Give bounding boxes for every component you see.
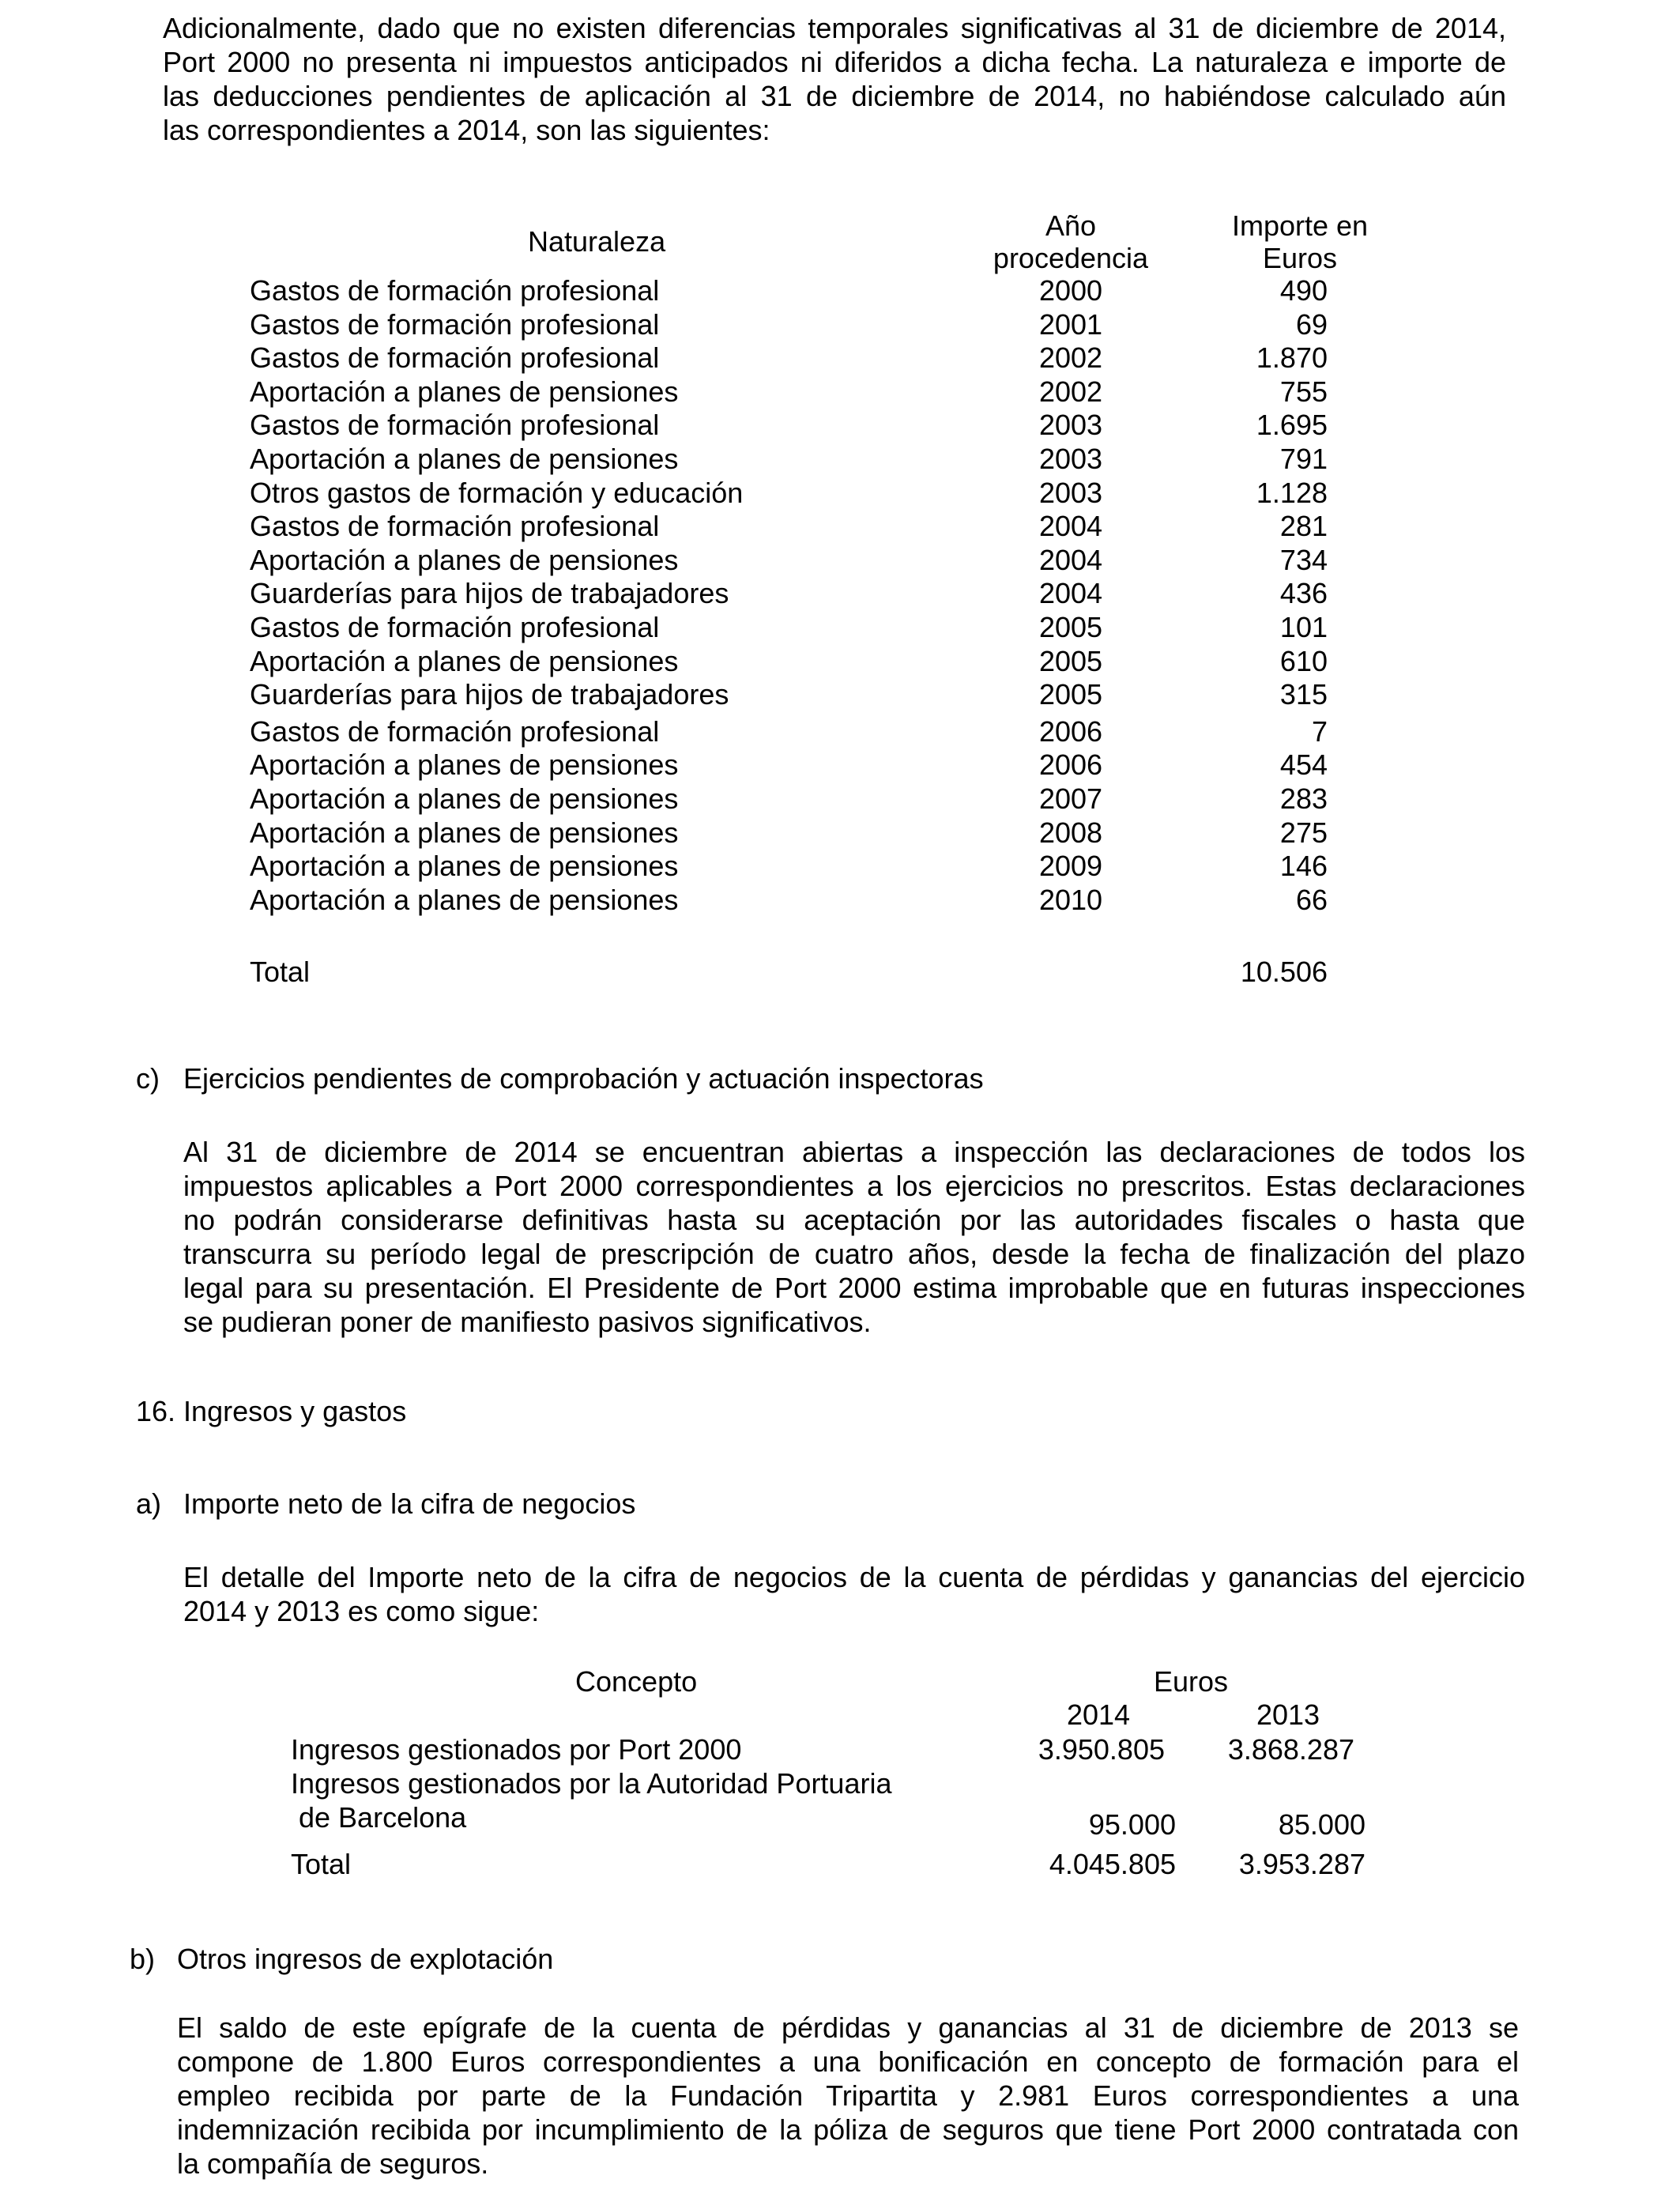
row-importe: 66 xyxy=(1295,883,1328,916)
col-header-2013: 2013 xyxy=(1256,1698,1320,1731)
table-row xyxy=(0,714,1680,748)
section-b-marker: b) xyxy=(130,1943,156,1975)
row-importe: 275 xyxy=(1279,816,1328,849)
row-importe: 436 xyxy=(1279,577,1328,610)
section-a-line: El detalle del Importe neto de la cifra de negocios de la cuenta de pérdidas y ganancias del ejercicio xyxy=(183,1561,1525,1593)
row-importe: 610 xyxy=(1279,644,1328,677)
col-header-2014: 2014 xyxy=(1066,1698,1131,1731)
section-a-line: 2014 y 2013 es como sigue: xyxy=(183,1595,540,1627)
section-c-heading: Ejercicios pendientes de comprobación y actuación inspectoras xyxy=(183,1062,984,1095)
section-c-line: Al 31 de diciembre de 2014 se encuentran abiertas a inspección las declaraciones de todos los xyxy=(183,1136,1525,1168)
table-row xyxy=(0,610,1680,644)
table-row xyxy=(0,408,1680,442)
intro-paragraph xyxy=(163,11,1506,147)
row-anio: 2010 xyxy=(1038,883,1103,916)
table-row xyxy=(0,677,1680,711)
row-anio: 2009 xyxy=(1038,850,1103,883)
section-b-line: empleo recibida por parte de la Fundación Tripartita y 2.981 Euros correspondientes a una xyxy=(177,2079,1519,2112)
row-importe: 1.128 xyxy=(1256,476,1328,509)
row-anio: 2006 xyxy=(1038,714,1103,748)
table-row xyxy=(0,782,1680,816)
row-anio: 2007 xyxy=(1038,782,1103,815)
table-row xyxy=(0,816,1680,850)
section-b-line: indemnización recibida por incumplimiento de la póliza de seguros que tiene Port 2000 contratada con xyxy=(177,2113,1519,2146)
row-naturaleza: Aportación a planes de pensiones xyxy=(250,443,679,475)
intro-line: las correspondientes a 2014, son las siguientes: xyxy=(163,114,770,146)
total-value-2013: 3.953.287 xyxy=(1238,1848,1365,1880)
row-naturaleza: Aportación a planes de pensiones xyxy=(250,782,679,815)
row-importe: 490 xyxy=(1279,274,1328,307)
row-anio: 2006 xyxy=(1038,748,1103,782)
table-row xyxy=(0,476,1680,510)
row-anio: 2001 xyxy=(1038,307,1103,341)
total-value-2014: 4.045.805 xyxy=(1049,1848,1176,1880)
table-row xyxy=(0,509,1680,543)
row-naturaleza: Aportación a planes de pensiones xyxy=(250,883,679,916)
table-row xyxy=(0,543,1680,577)
row-importe: 101 xyxy=(1279,611,1328,643)
col-header-anio: Año xyxy=(1045,209,1097,242)
row-anio: 2004 xyxy=(1038,543,1103,576)
section-a-heading: Importe neto de la cifra de negocios xyxy=(183,1487,636,1520)
intro-line: Port 2000 no presenta ni impuestos anticipados ni diferidos a dicha fecha. La naturaleza e importe de xyxy=(163,46,1506,78)
table-row xyxy=(0,273,1680,307)
table-row xyxy=(0,644,1680,678)
row-naturaleza: Aportación a planes de pensiones xyxy=(250,748,679,782)
row-importe: 755 xyxy=(1279,375,1328,408)
row-importe: 7 xyxy=(1311,714,1328,748)
table-row xyxy=(0,341,1680,375)
section-c-line: impuestos aplicables a Port 2000 correspondientes a los ejercicios no prescritos. Estas declaraciones xyxy=(183,1170,1525,1202)
row-importe: 454 xyxy=(1279,748,1328,782)
row-naturaleza: Aportación a planes de pensiones xyxy=(250,375,679,408)
row-naturaleza: Guarderías para hijos de trabajadores xyxy=(250,678,729,711)
row-anio: 2008 xyxy=(1038,816,1103,849)
col-header-concepto: Concepto xyxy=(575,1665,698,1698)
row-value-2014: 3.950.805 xyxy=(1038,1733,1165,1766)
row-anio: 2003 xyxy=(1038,409,1103,442)
col-header-importe: Importe en xyxy=(1231,209,1369,242)
total-label: Total xyxy=(291,1848,352,1880)
row-anio: 2002 xyxy=(1038,375,1103,408)
row-concepto: de Barcelona xyxy=(291,1801,467,1834)
row-naturaleza: Guarderías para hijos de trabajadores xyxy=(250,577,729,610)
row-anio: 2005 xyxy=(1038,678,1103,711)
row-value-2013: 3.868.287 xyxy=(1227,1733,1354,1766)
row-concepto: Ingresos gestionados por Port 2000 xyxy=(291,1733,742,1766)
row-anio: 2002 xyxy=(1038,341,1103,375)
section-16-heading: 16. Ingresos y gastos xyxy=(136,1395,407,1427)
table-row xyxy=(0,849,1680,883)
section-b-line: la compañía de seguros. xyxy=(177,2147,489,2180)
section-c-line: transcurra su período legal de prescripción de cuatro años, desde la fecha de finalización del plazo xyxy=(183,1238,1525,1270)
section-c-paragraph xyxy=(183,1135,1525,1339)
row-anio: 2005 xyxy=(1038,644,1103,677)
row-importe: 283 xyxy=(1279,782,1328,815)
row-anio: 2004 xyxy=(1038,510,1103,543)
row-value-2014: 95.000 xyxy=(1088,1808,1176,1841)
section-c-marker: c) xyxy=(136,1062,160,1095)
section-b-paragraph xyxy=(177,2011,1519,2181)
row-naturaleza: Gastos de formación profesional xyxy=(250,307,660,341)
row-importe: 1.870 xyxy=(1256,341,1328,375)
table-row xyxy=(0,307,1680,341)
row-naturaleza: Gastos de formación profesional xyxy=(250,409,660,442)
row-naturaleza: Gastos de formación profesional xyxy=(250,510,660,543)
table-row xyxy=(0,883,1680,917)
total-value: 10.506 xyxy=(1240,956,1328,988)
section-b-line: El saldo de este epígrafe de la cuenta de pérdidas y ganancias al 31 de diciembre de 2013 se xyxy=(177,2011,1519,2044)
row-naturaleza: Otros gastos de formación y educación xyxy=(250,476,744,509)
col-header-importe: Euros xyxy=(1262,242,1338,274)
table-row xyxy=(0,442,1680,476)
col-header-anio: procedencia xyxy=(993,242,1149,274)
row-naturaleza: Gastos de formación profesional xyxy=(250,714,660,748)
col-header-naturaleza: Naturaleza xyxy=(528,225,666,258)
row-importe: 281 xyxy=(1279,510,1328,543)
row-naturaleza: Aportación a planes de pensiones xyxy=(250,850,679,883)
row-concepto: Ingresos gestionados por la Autoridad Portuaria xyxy=(291,1767,892,1800)
row-anio: 2003 xyxy=(1038,476,1103,509)
section-b-heading: Otros ingresos de explotación xyxy=(177,1943,554,1975)
section-c-line: se pudieran poner de manifiesto pasivos significativos. xyxy=(183,1306,872,1338)
section-b-line: compone de 1.800 Euros correspondientes a una bonificación en concepto de formación para el xyxy=(177,2045,1519,2078)
row-naturaleza: Gastos de formación profesional xyxy=(250,274,660,307)
row-naturaleza: Aportación a planes de pensiones xyxy=(250,644,679,677)
row-naturaleza: Gastos de formación profesional xyxy=(250,341,660,375)
table-row xyxy=(0,748,1680,782)
total-label: Total xyxy=(250,956,311,988)
row-importe: 315 xyxy=(1279,678,1328,711)
row-anio: 2003 xyxy=(1038,443,1103,475)
row-value-2013: 85.000 xyxy=(1278,1808,1365,1841)
row-importe: 69 xyxy=(1295,307,1328,341)
intro-line: Adicionalmente, dado que no existen diferencias temporales significativas al 31 de diciembre de 2014, xyxy=(163,12,1506,44)
section-a-paragraph xyxy=(183,1560,1525,1628)
intro-line: las deducciones pendientes de aplicación al 31 de diciembre de 2014, no habiéndose calculado aún xyxy=(163,80,1506,112)
table-row xyxy=(0,375,1680,409)
row-importe: 1.695 xyxy=(1256,409,1328,442)
section-c-line: legal para su presentación. El Presidente de Port 2000 estima improbable que en futuras inspecciones xyxy=(183,1272,1525,1304)
row-importe: 791 xyxy=(1279,443,1328,475)
row-importe: 734 xyxy=(1279,543,1328,576)
row-anio: 2005 xyxy=(1038,611,1103,643)
row-naturaleza: Gastos de formación profesional xyxy=(250,611,660,643)
row-naturaleza: Aportación a planes de pensiones xyxy=(250,816,679,849)
row-anio: 2004 xyxy=(1038,577,1103,610)
table-row xyxy=(0,576,1680,610)
section-a-marker: a) xyxy=(136,1487,162,1520)
section-c-line: no podrán considerarse definitivas hasta su aceptación por las autoridades fiscales o hasta que xyxy=(183,1204,1525,1236)
row-naturaleza: Aportación a planes de pensiones xyxy=(250,543,679,576)
row-importe: 146 xyxy=(1279,850,1328,883)
row-anio: 2000 xyxy=(1038,274,1103,307)
col-header-euros: Euros xyxy=(1154,1665,1229,1698)
